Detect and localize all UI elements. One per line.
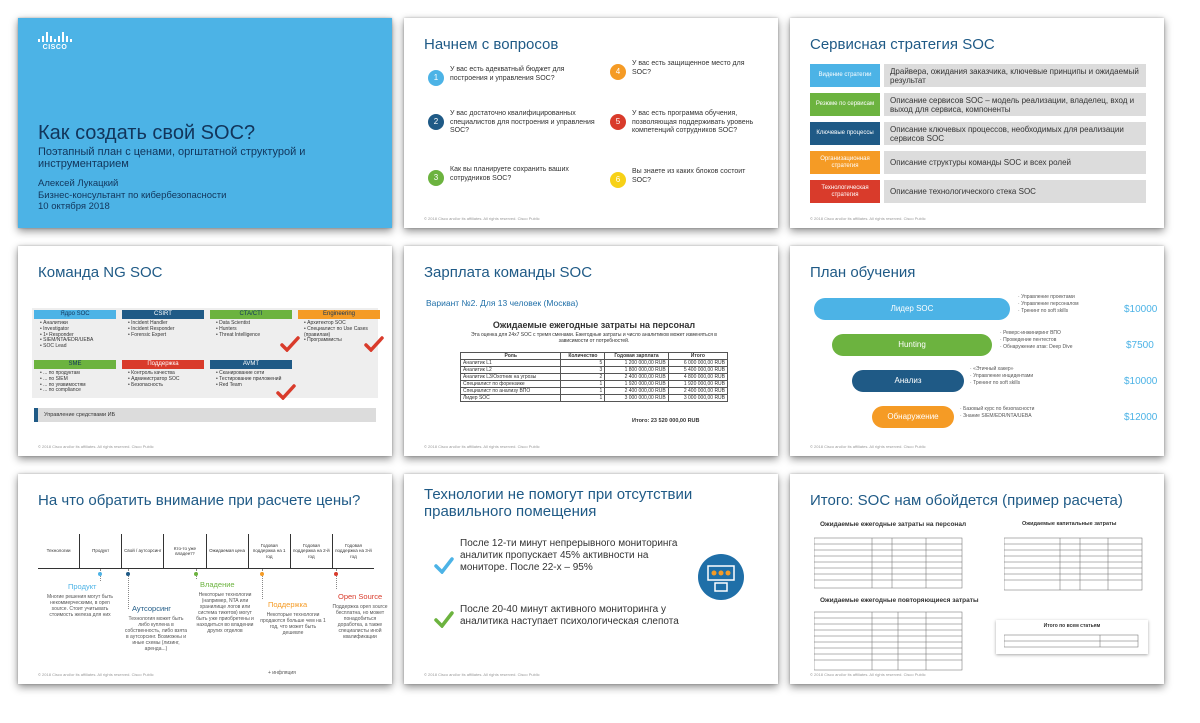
team-header: Ядро SOC: [34, 310, 116, 319]
cell: 2 400 000,00 RUB: [605, 388, 668, 395]
slide-title[interactable]: [18, 18, 392, 228]
team-list: [34, 369, 116, 396]
team-box: [122, 360, 204, 390]
note: · Обнаружение атак: Deep Dive: [1000, 344, 1072, 351]
table-total: [632, 418, 700, 424]
team-member: • Hunters: [216, 327, 290, 333]
number-badge: 1: [428, 70, 444, 86]
team-member: • SIEM/NTA/EDR/UEBA: [40, 338, 114, 344]
training-notes: [970, 366, 1033, 387]
slide-title-text: Команда NG SOC: [38, 264, 163, 281]
team-member: • ... по продуктам: [40, 371, 114, 377]
cisco-bars-icon: [38, 32, 72, 42]
category-title: Поддержка: [268, 600, 308, 609]
number-badge: 2: [428, 114, 444, 130]
cell: 4 800 000,00 RUB: [668, 374, 727, 381]
bullet-text: После 12-ти минут непрерывного мониторинга аналитик пропускает 45% активности на мониторе. После 22-х – 95%: [460, 538, 678, 573]
check-icon: [364, 336, 384, 352]
presentation-date: 10 октября 2018: [38, 201, 110, 212]
strategy-desc: Описание сервисов SOC – модель реализации, владелец, вход и выход для сервиса, компоненты: [884, 93, 1146, 116]
strategy-desc: Описание технологического стека SOC: [884, 180, 1146, 203]
team-member: • Аналитики: [40, 321, 114, 327]
cell: 1 920 000,00 RUB: [668, 381, 727, 388]
pricing-header: [38, 534, 374, 569]
header-cell: Кто-то уже владеет?: [164, 534, 206, 568]
author-role: Бизнес-консультант по кибербезопасности: [38, 189, 227, 201]
marker-dot: [98, 572, 102, 576]
category-title: Аутсорсинг: [132, 604, 172, 613]
note: · Базовый курс по безопасности: [960, 406, 1034, 413]
slide-footer: © 2018 Cisco and/or its affiliates. All rights reserved. Cisco Public: [38, 672, 154, 677]
team-header: Поддержка: [122, 360, 204, 369]
team-member: • Контроль качества: [128, 371, 202, 377]
team-list: [34, 319, 116, 352]
team-box: [122, 310, 204, 340]
slide-service-strategy[interactable]: [790, 18, 1164, 228]
strategy-row: [810, 180, 1146, 203]
category-desc: Поддержка open source бесплатна, но может понадобиться доработка, а также специалисты иной квалификации: [332, 604, 388, 640]
team-header: CSIRT: [122, 310, 204, 319]
training-price: $7500: [1126, 340, 1154, 351]
table-subtitle: Эта оценка для 24x7 SOC с тремя сменами. Ежегодные затраты и число аналитиков может изменяться в зависимости от потребностей.: [471, 332, 717, 344]
note: · Знание SIEM/EDR/NTA/UEBA: [960, 413, 1034, 420]
strategy-desc: Описание структуры команды SOC и всех ролей: [884, 151, 1146, 174]
team-member: • Data Scientist: [216, 321, 290, 327]
slide-salary[interactable]: [404, 246, 778, 456]
note: · Управление проектами: [1018, 294, 1079, 301]
team-member: • ... по уязвимостям: [40, 383, 114, 389]
strategy-label: Видение стратегии: [810, 64, 880, 87]
category-desc: Многие решения могут быть некоммерческими, в open source. Стоит учитывать стоимость железа для них: [46, 594, 114, 618]
variant-text: Вариант №2. Для 13 человек (Москва): [426, 298, 579, 308]
training-level: Обнаружение: [872, 406, 954, 428]
cell: 6 000 000,00 RUB: [668, 360, 727, 367]
summary-table-grid: [1004, 532, 1144, 592]
team-member: • SOC Lead: [40, 344, 114, 350]
training-notes: [1018, 294, 1079, 315]
bullet-text: После 20-40 минут активного мониторинга у аналитика наступает психологическая слепота: [460, 604, 679, 627]
check-icon: [434, 556, 454, 574]
slide-title-text: На что обратить внимание при расчете цены?: [38, 492, 361, 509]
team-member: • Red Team: [216, 383, 290, 389]
summary-table-title: Ожидаемые капитальные затраты: [1022, 521, 1117, 527]
cell: 1 920 000,00 RUB: [605, 381, 668, 388]
question-item: [428, 166, 598, 186]
author-block: [38, 178, 226, 213]
presentation-title: Как создать свой SOC?: [38, 122, 256, 144]
table-row: [461, 367, 728, 374]
cell: Специалист по анализу ВПО: [461, 388, 561, 395]
cell: 3 000 000,00 RUB: [668, 395, 727, 402]
strategy-desc: Описание ключевых процессов, необходимых для реализации сервисов SOC: [884, 122, 1146, 145]
slide-footer: © 2018 Cisco and/or its affiliates. All rights reserved. Cisco Public: [810, 672, 926, 677]
slide-title-text: План обучения: [810, 264, 916, 281]
cell: Аналитик L3/Охотник на угрозы: [461, 374, 561, 381]
check-icon: [434, 610, 454, 628]
number-badge: 5: [610, 114, 626, 130]
total-value: 23 520 000,00 RUB: [650, 418, 700, 424]
slide-title-text: Начнем с вопросов: [424, 36, 559, 53]
team-member: • Администратор SOC: [128, 377, 202, 383]
slide-training[interactable]: [790, 246, 1164, 456]
slide-summary[interactable]: [790, 474, 1164, 684]
category-title: Владение: [200, 580, 235, 589]
salary-table: [460, 352, 728, 402]
category-desc: Некоторые технологии (например, NTA или хранилище логов или система тикетов) могут быть уже приобретены и находиться во владении других отделов: [196, 592, 254, 634]
cell: Аналитик L2: [461, 367, 561, 374]
strategy-label: Организационная стратегия: [810, 151, 880, 174]
marker-dot: [194, 572, 198, 576]
note: · Управление инцидентами: [970, 373, 1033, 380]
question-text: У вас есть программа обучения, позволяющая поддерживать уровень компетенций сотрудников SOC?: [632, 110, 754, 134]
slide-title-text: Сервисная стратегия SOC: [810, 36, 995, 53]
team-member: • Сканирование сети: [216, 371, 290, 377]
col-header: Итого: [668, 353, 727, 360]
team-member: • Безопасность: [128, 383, 202, 389]
team-box: [34, 310, 116, 352]
cell: 5: [561, 360, 605, 367]
team-header: SME: [34, 360, 116, 369]
cisco-logo: [38, 32, 72, 51]
slide-title-text: Итого: SOC нам обойдется (пример расчета): [810, 492, 1123, 509]
table-row: [461, 381, 728, 388]
cell: 2 400 000,00 RUB: [668, 388, 727, 395]
team-member: • Incident Handler: [128, 321, 202, 327]
table-row: [461, 360, 728, 367]
team-member: • Incident Responder: [128, 327, 202, 333]
category-desc: Некоторые технологии продаются больше чем на 1 год, что может быть дешевле: [260, 612, 326, 636]
table-title: Ожидаемые ежегодные затраты на персонал: [492, 320, 696, 330]
author-name: Алексей Лукацкий: [38, 178, 119, 189]
question-text: У вас есть адекватный бюджет для построения и управления SOC?: [450, 66, 565, 82]
cell: 3: [561, 367, 605, 374]
question-item: [610, 60, 760, 80]
team-member: • 1ᵉ Responder: [40, 333, 114, 339]
question-item: [428, 66, 598, 86]
table-row: [461, 388, 728, 395]
slide-pricing[interactable]: [18, 474, 392, 684]
inflation-note: + инфляция: [268, 670, 296, 676]
col-header: Роль: [461, 353, 561, 360]
table-header-row: [461, 353, 728, 360]
header-cell: Годовая поддержка на 2-й год: [291, 534, 333, 568]
strategy-row: [810, 151, 1146, 174]
team-header: AVMT: [210, 360, 292, 369]
header-cell: Свой / аутсорсинг: [122, 534, 164, 568]
strategy-row: [810, 122, 1146, 145]
slide-room[interactable]: [404, 474, 778, 684]
slide-title-text: Зарплата команды SOC: [424, 264, 593, 281]
bar-accent: [34, 408, 38, 422]
cell: Специалист по форензике: [461, 381, 561, 388]
header-cell: Годовая поддержка на 1 год: [249, 534, 291, 568]
team-member: • Специалист по Use Cases (правилам): [304, 327, 378, 339]
team-list: [122, 369, 204, 390]
team-box: [34, 360, 116, 396]
slide-footer: © 2018 Cisco and/or its affiliates. All rights reserved. Cisco Public: [424, 672, 540, 677]
summary-table-title: Ожидаемые ежегодные повторяющиеся затраты: [820, 597, 979, 604]
totals-grid: [1004, 633, 1140, 649]
marker-dot: [126, 572, 130, 576]
cell: 1: [561, 381, 605, 388]
logo-text: CISCO: [42, 44, 68, 51]
slide-footer: © 2018 Cisco and/or its affiliates. All rights reserved. Cisco Public: [810, 216, 926, 221]
category-desc: Технология может быть либо куплена в собственность, либо взята в аутсорсинг. Возможны и иные схемы (лизинг, аренда...): [124, 616, 188, 652]
cell: 2: [561, 374, 605, 381]
strategy-label: Технологическая стратегия: [810, 180, 880, 203]
note: · Реверс-инжиниринг ВПО: [1000, 330, 1072, 337]
training-level: Лидер SOC: [814, 298, 1010, 320]
cell: 1: [561, 388, 605, 395]
question-text: Вы знаете из каких блоков состоит SOC?: [632, 168, 746, 184]
cell: 1 800 000,00 RUB: [605, 367, 668, 374]
note: · Тренинг по soft skills: [1018, 308, 1079, 315]
presentation-subtitle: Поэтапный план с ценами, оргштатной структурой и инструментарием: [38, 146, 306, 170]
cell: 1: [561, 395, 605, 402]
totals-title: Итого по всем статьям: [1043, 623, 1101, 629]
note: · «Этичный хакер»: [970, 366, 1033, 373]
team-header: CTA/CTI: [210, 310, 292, 319]
team-member: • Программисты: [304, 338, 378, 344]
col-header: Годовая зарплата: [605, 353, 668, 360]
team-member: • Investigator: [40, 327, 114, 333]
team-member: • Forensic Expert: [128, 333, 202, 339]
summary-table-grid: [814, 608, 964, 672]
team-member: • ... по SIEM: [40, 377, 114, 383]
header-cell: Ожидаемая цена: [207, 534, 249, 568]
question-text: У вас есть защищенное место для SOC?: [632, 60, 745, 76]
cell: Лидер SOC: [461, 395, 561, 402]
note: · Управление персоналом: [1018, 301, 1079, 308]
cell: 2 400 000,00 RUB: [605, 374, 668, 381]
cell: Аналитик L1: [461, 360, 561, 367]
training-level: Анализ: [852, 370, 964, 392]
team-member: • ... по compliance: [40, 388, 114, 394]
category-title: Open Source: [338, 592, 383, 601]
note: · Тренинг по soft skills: [970, 380, 1033, 387]
slide-questions[interactable]: [404, 18, 778, 228]
marker-dot: [260, 572, 264, 576]
bottom-bar: [34, 408, 376, 422]
category-title: Продукт: [68, 582, 97, 591]
summary-table-grid: [814, 532, 964, 590]
strategy-desc: Драйвера, ожидания заказчика, ключевые принципы и ожидаемый результат: [884, 64, 1146, 87]
strategy-row: [810, 93, 1146, 116]
strategy-row: [810, 64, 1146, 87]
training-level: Hunting: [832, 334, 992, 356]
team-header: Engineering: [298, 310, 380, 319]
header-cell: Продукт: [80, 534, 122, 568]
question-item: [610, 168, 760, 188]
header-cell: Технологии: [38, 534, 80, 568]
question-text: Как вы планируете сохранить ваших сотрудников SOC?: [450, 166, 569, 182]
training-notes: [1000, 330, 1072, 351]
check-icon: [276, 384, 296, 400]
check-icon: [280, 336, 300, 352]
summary-table-title: Ожидаемые ежегодные затраты на персонал: [820, 521, 967, 528]
cell: 5 400 000,00 RUB: [668, 367, 727, 374]
totals-box: [996, 620, 1148, 654]
training-price: $10000: [1124, 304, 1158, 315]
team-list: [122, 319, 204, 340]
strategy-label: Ключевые процессы: [810, 122, 880, 145]
slide-title-text: Технологии не помогут при отсутствии правильного помещения: [424, 486, 693, 520]
slide-footer: © 2018 Cisco and/or its affiliates. All rights reserved. Cisco Public: [424, 216, 540, 221]
slide-footer: © 2018 Cisco and/or its affiliates. All rights reserved. Cisco Public: [38, 444, 154, 449]
col-header: Количество: [561, 353, 605, 360]
bottom-bar-text: Управление средствами ИБ: [44, 412, 116, 418]
question-item: [428, 110, 598, 136]
question-item: [610, 110, 760, 136]
team-member: • Threat Intelligence: [216, 333, 290, 339]
question-text: У вас достаточно квалифицированных специалистов для построения и управления SOC?: [450, 110, 595, 134]
operators-icon: [698, 554, 744, 600]
total-label: Итого:: [632, 418, 650, 424]
number-badge: 6: [610, 172, 626, 188]
cell: 3 000 000,00 RUB: [605, 395, 668, 402]
slide-footer: © 2018 Cisco and/or its affiliates. All rights reserved. Cisco Public: [424, 444, 540, 449]
marker-dot: [334, 572, 338, 576]
strategy-label: Резюме по сервисам: [810, 93, 880, 116]
team-member: • Тестирование приложений: [216, 377, 290, 383]
table-row: [461, 395, 728, 402]
training-price: $10000: [1124, 376, 1158, 387]
cell: 1 200 000,00 RUB: [605, 360, 668, 367]
team-member: • Архитектор SOC: [304, 321, 378, 327]
slide-team[interactable]: [18, 246, 392, 456]
training-notes: [960, 406, 1034, 420]
number-badge: 4: [610, 64, 626, 80]
slide-footer: © 2018 Cisco and/or its affiliates. All rights reserved. Cisco Public: [810, 444, 926, 449]
table-row: [461, 374, 728, 381]
header-cell: Годовая поддержка на 3-й год: [335, 542, 372, 559]
note: · Проведение пентестов: [1000, 337, 1072, 344]
training-price: $12000: [1124, 412, 1158, 423]
number-badge: 3: [428, 170, 444, 186]
